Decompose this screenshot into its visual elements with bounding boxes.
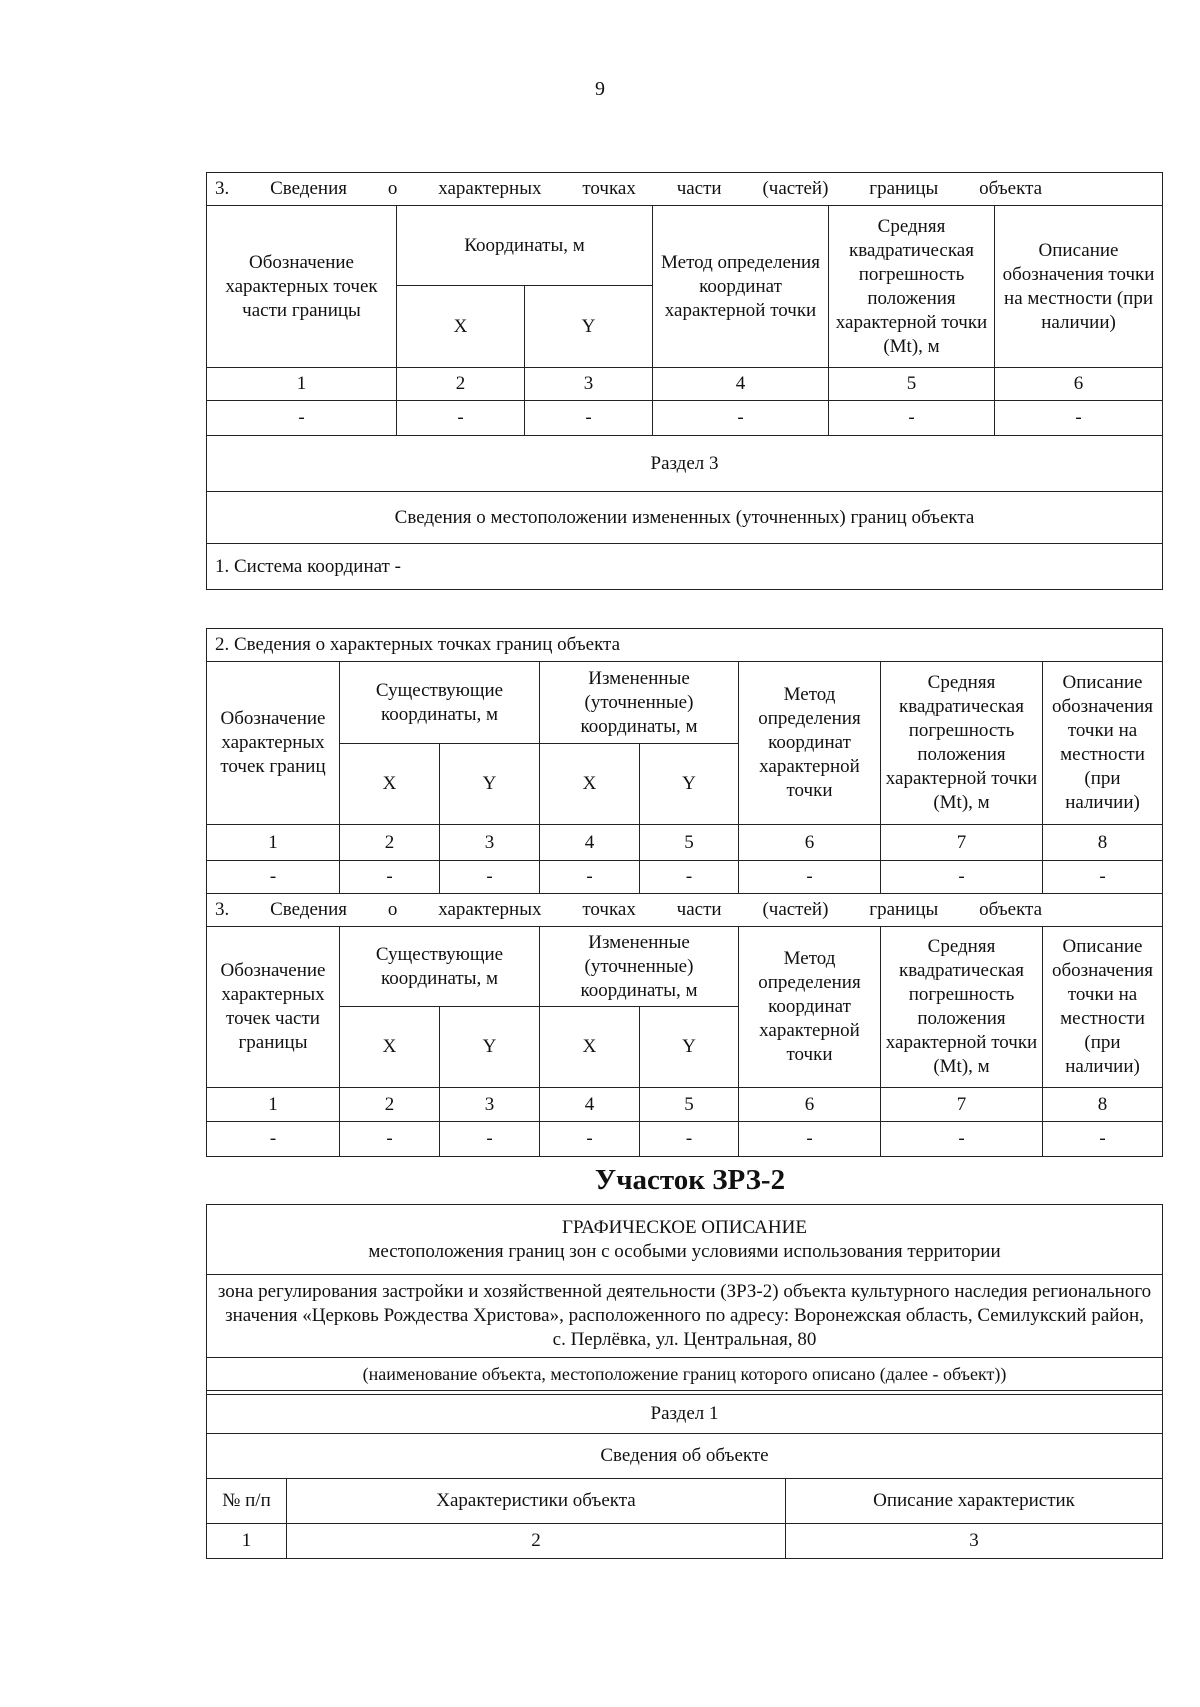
column-number: 1 <box>207 368 397 401</box>
col-x-header: X <box>540 1007 640 1088</box>
section-label: Раздел 1 <box>207 1395 1163 1434</box>
col-y-header: Y <box>440 744 540 825</box>
table-part-points <box>206 172 1163 590</box>
column-number: 3 <box>525 368 653 401</box>
column-number: 5 <box>829 368 995 401</box>
col-designation-header: Обозначение характерных точек части границы <box>207 927 340 1088</box>
column-number: 1 <box>207 1524 287 1559</box>
section-label: Раздел 3 <box>207 436 1163 492</box>
section-title: 2. Сведения о характерных точках границ объекта <box>207 629 1163 662</box>
table-cell: - <box>995 401 1163 436</box>
table-graphic-description <box>206 1204 1163 1559</box>
graphic-subtitle: местоположения границ зон с особыми условиями использования территории <box>368 1240 1001 1262</box>
table-cell: - <box>440 1122 540 1157</box>
column-number: 6 <box>995 368 1163 401</box>
column-number: 1 <box>207 825 340 861</box>
col-changed-header: Измененные (уточненные) координаты, м <box>540 927 739 1007</box>
column-number: 8 <box>1043 1088 1163 1122</box>
col-y-header: Y <box>640 744 739 825</box>
table-cell: - <box>440 861 540 894</box>
col-method-header: Метод определения координат характерной точки <box>739 662 881 825</box>
column-number: 8 <box>1043 825 1163 861</box>
column-number: 4 <box>540 1088 640 1122</box>
column-number: 2 <box>397 368 525 401</box>
column-number: 2 <box>340 1088 440 1122</box>
zone-heading: Участок ЗРЗ-2 <box>594 1164 786 1196</box>
table-cell: - <box>540 1122 640 1157</box>
table-cell: - <box>207 1122 340 1157</box>
column-number: 7 <box>881 1088 1043 1122</box>
col-error-header: Средняя квадратическая погрешность положения характерной точки (Mt), м <box>881 927 1043 1088</box>
col-description-header: Описание обозначения точки на местности (при наличии) <box>995 206 1163 368</box>
column-number: 5 <box>640 825 739 861</box>
table-cell: - <box>640 861 739 894</box>
table-cell: - <box>653 401 829 436</box>
table-cell: - <box>881 1122 1043 1157</box>
col-desc-header: Описание характеристик <box>786 1479 1163 1524</box>
table-cell: - <box>207 401 397 436</box>
table-cell: - <box>881 861 1043 894</box>
column-number: 4 <box>540 825 640 861</box>
column-number: 3 <box>440 1088 540 1122</box>
table-cell: - <box>340 1122 440 1157</box>
table-cell: - <box>640 1122 739 1157</box>
graphic-title: ГРАФИЧЕСКОЕ ОПИСАНИЕ <box>562 1216 807 1238</box>
col-coords-header: Координаты, м <box>397 206 653 286</box>
col-designation-header: Обозначение характерных точек части границы <box>207 206 397 368</box>
coordinate-system: 1. Система координат - <box>207 544 1163 590</box>
column-number: 4 <box>653 368 829 401</box>
col-description-header: Описание обозначения точки на местности (при наличии) <box>1043 662 1163 825</box>
col-existing-header: Существующие координаты, м <box>340 927 540 1007</box>
col-y-header: Y <box>640 1007 739 1088</box>
table-cell: - <box>739 1122 881 1157</box>
table-cell: - <box>1043 861 1163 894</box>
column-number: 1 <box>207 1088 340 1122</box>
object-name: зона регулирования застройки и хозяйственной деятельности (ЗРЗ-2) объекта культурного наследия регионального значения «Церковь Рождества Христова», расположенного по адресу: Воронежская область, Семилукский район, с. Перлёвка, ул. Центральная, 80 <box>207 1275 1163 1358</box>
column-number: 2 <box>340 825 440 861</box>
col-existing-header: Существующие координаты, м <box>340 662 540 744</box>
col-x-header: X <box>540 744 640 825</box>
col-y-header: Y <box>525 286 653 368</box>
object-note: (наименование объекта, местоположение границ которого описано (далее - объект)) <box>207 1358 1163 1391</box>
table-cell: - <box>207 861 340 894</box>
column-number: 5 <box>640 1088 739 1122</box>
col-method-header: Метод определения координат характерной точки <box>739 927 881 1088</box>
column-number: 3 <box>786 1524 1163 1559</box>
section-title: Сведения об объекте <box>207 1434 1163 1479</box>
col-num-header: № п/п <box>207 1479 287 1524</box>
col-chars-header: Характеристики объекта <box>287 1479 786 1524</box>
table-cell: - <box>1043 1122 1163 1157</box>
table-cell: - <box>340 861 440 894</box>
col-error-header: Средняя квадратическая погрешность положения характерной точки (Mt), м <box>881 662 1043 825</box>
col-x-header: X <box>397 286 525 368</box>
page-number: 9 <box>595 78 605 100</box>
col-designation-header: Обозначение характерных точек границ <box>207 662 340 825</box>
col-description-header: Описание обозначения точки на местности (при наличии) <box>1043 927 1163 1088</box>
column-number: 7 <box>881 825 1043 861</box>
column-number: 2 <box>287 1524 786 1559</box>
table-cell: - <box>397 401 525 436</box>
col-x-header: X <box>340 1007 440 1088</box>
col-method-header: Метод определения координат характерной точки <box>653 206 829 368</box>
section-title: 3. Сведения о характерных точках части (частей) границы объекта <box>207 173 1163 206</box>
col-x-header: X <box>340 744 440 825</box>
column-number: 6 <box>739 825 881 861</box>
table-cell: - <box>525 401 653 436</box>
section-title: 3. Сведения о характерных точках части (частей) границы объекта <box>207 894 1163 927</box>
column-number: 6 <box>739 1088 881 1122</box>
col-changed-header: Измененные (уточненные) координаты, м <box>540 662 739 744</box>
col-error-header: Средняя квадратическая погрешность положения характерной точки (Mt), м <box>829 206 995 368</box>
section-title: Сведения о местоположении измененных (уточненных) границ объекта <box>207 492 1163 544</box>
table-cell: - <box>829 401 995 436</box>
table-boundary-points <box>206 628 1163 1157</box>
table-cell: - <box>739 861 881 894</box>
table-cell: - <box>540 861 640 894</box>
column-number: 3 <box>440 825 540 861</box>
col-y-header: Y <box>440 1007 540 1088</box>
graphic-description-header <box>207 1205 1163 1275</box>
